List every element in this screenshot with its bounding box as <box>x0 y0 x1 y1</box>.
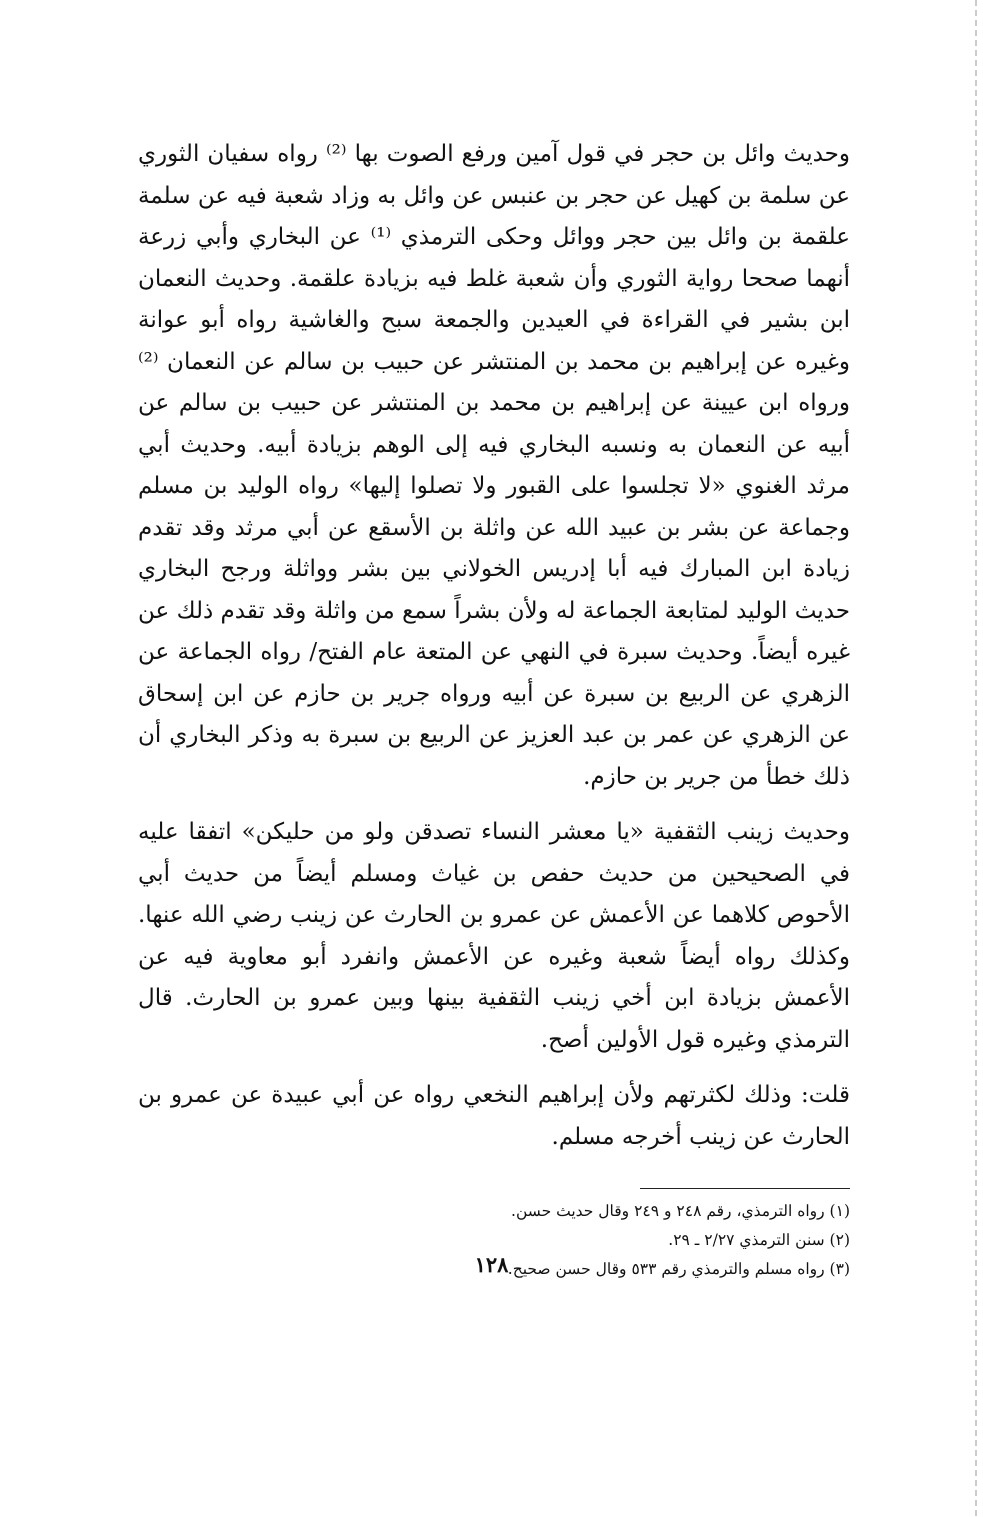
paragraph-2: وحديث زينب الثقفية «يا معشر النساء تصدقن ولو من حليكن» اتفقا عليه في الصحيحين من حديث حفص بن غياث ومسلم أيضاً من حديث أبي الأحوص كلاهما عن الأعمش عن عمرو بن الحارث عن زينب رضي الله عنها. وكذلك رواه أيضاً شعبة وغيره عن الأعمش وانفرد أبو معاوية فيه عن الأعمش بزيادة ابن أخي زينب الثقفية بينها وبين عمرو بن الحارث. قال الترمذي وغيره قول الأولين أصح. <box>138 819 850 1053</box>
paragraph-1: وحديث وائل بن حجر في قول آمين ورفع الصوت بها ⁽²⁾ رواه سفيان الثوري عن سلمة بن كهيل عن حجر بن عنبس عن وائل به وزاد شعبة فيه عن سلمة علقمة بن وائل بين حجر ووائل وحكى الترمذي ⁽¹⁾ عن البخاري وأبي زرعة أنهما صححا رواية الثوري وأن شعبة غلط فيه بزيادة علقمة. وحديث النعمان ابن بشير في القراءة في العيدين والجمعة سبح والغاشية رواه أبو عوانة وغيره عن إبراهيم بن محمد بن المنتشر عن حبيب بن سالم عن النعمان ⁽²⁾ ورواه ابن عيينة عن إبراهيم بن محمد بن المنتشر عن حبيب بن سالم عن أبيه عن النعمان به ونسبه البخاري فيه إلى الوهم بزيادة أبيه. وحديث أبي مرثد الغنوي «لا تجلسوا على القبور ولا تصلوا إليها» رواه الوليد بن مسلم وجماعة عن بشر بن عبيد الله عن واثلة بن الأسقع عن أبي مرثد وقد تقدم زيادة ابن المبارك فيه أبا إدريس الخولاني بين بشر وواثلة ورجح البخاري حديث الوليد لمتابعة الجماعة له ولأن بشراً سمع من واثلة وقد تقدم ذلك عن غيره أيضاً. وحديث سبرة في النهي عن المتعة عام الفتح/ رواه الجماعة عن الزهري عن الربيع بن سبرة عن أبيه ورواه جرير بن حازم عن ابن إسحاق عن الزهري عن عمر بن عبد العزيز عن الربيع بن سبرة به وذكر البخاري أن ذلك خطأ من جرير بن حازم. <box>138 141 851 790</box>
paragraph-3: قلت: وذلك لكثرتهم ولأن إبراهيم النخعي رواه عن أبي عبيدة عن عمرو بن الحارث عن زينب أخرجه مسلم. <box>138 1082 850 1150</box>
footnote-3: (٣) رواه مسلم والترمذي رقم ٥٣٣ وقال حسن صحيح. <box>507 1260 850 1278</box>
document-page <box>138 134 850 1284</box>
page-number: ١٢٨ <box>474 1252 509 1277</box>
footnote-divider <box>640 1188 850 1189</box>
footnote-1: (١) رواه الترمذي، رقم ٢٤٨ و ٢٤٩ وقال حديث حسن. <box>511 1202 850 1220</box>
scan-edge-line <box>975 0 977 1517</box>
footnote-2: (٢) سنن الترمذي ٢/٢٧ ـ ٢٩. <box>668 1231 850 1249</box>
